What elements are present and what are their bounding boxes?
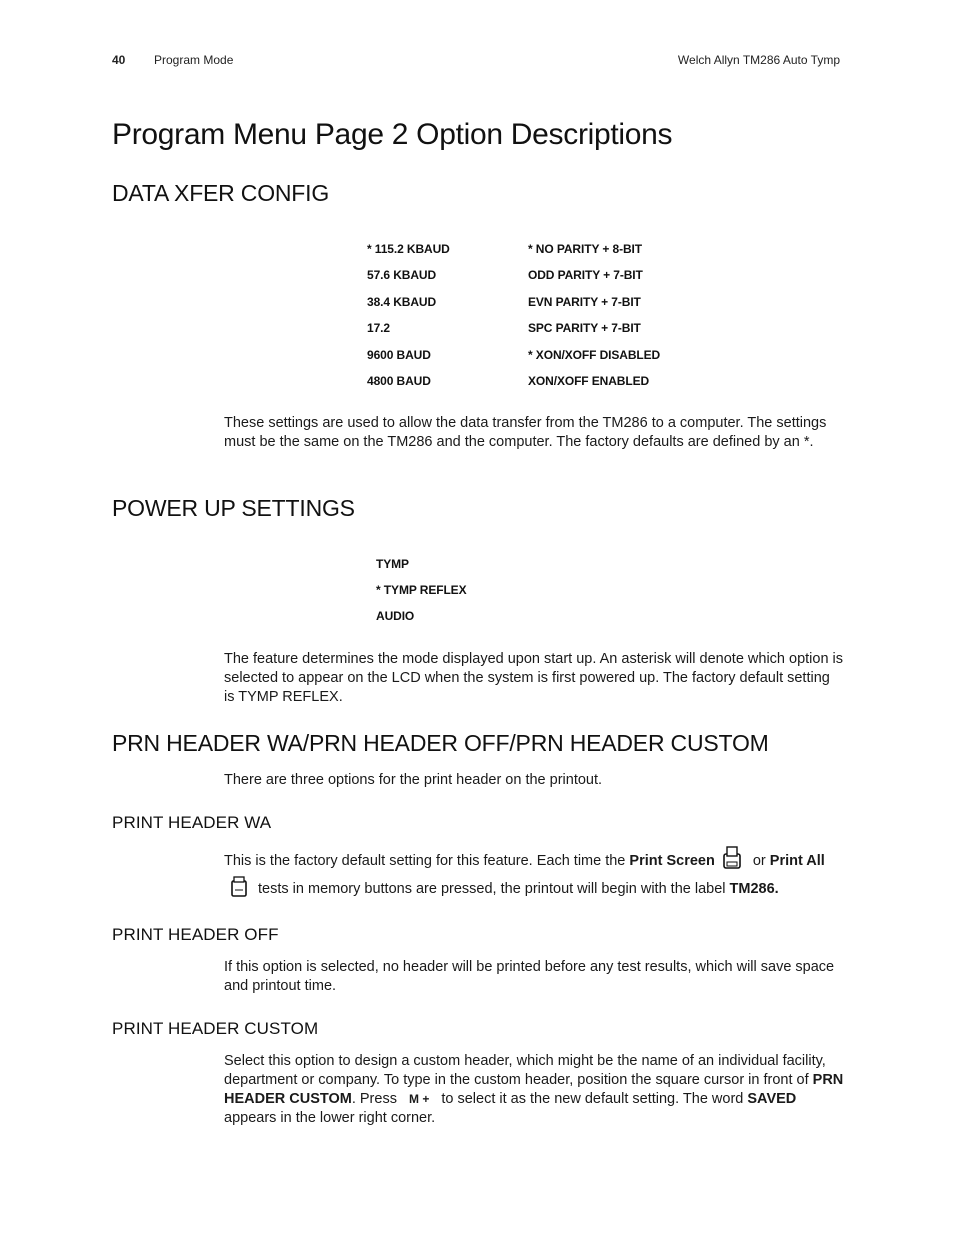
section-heading-data-xfer: DATA XFER CONFIG [112,180,330,206]
print-screen-label: Print Screen [629,853,715,869]
option-parity: EVN PARITY + 7-BIT [528,295,641,309]
page-number: 40 [112,53,126,67]
print-screen-icon [721,846,743,876]
print-header-custom-text [224,1052,844,1128]
subheading-print-header-off: PRINT HEADER OFF [112,925,279,944]
data-xfer-description: These settings are used to allow the data transfer from the TM286 to a computer. The settings must be the same on the TM286 and the computer. The factory defaults are defined by an *. [224,415,827,450]
option-flow-control: XON/XOFF ENABLED [528,374,650,388]
page-title: Program Menu Page 2 Option Descriptions [112,118,673,151]
option-power-up: * TYMP REFLEX [376,583,467,597]
text-run: appears in the lower right corner. [224,1110,436,1126]
option-baud: 4800 BAUD [367,374,431,388]
text-run: or [748,853,770,869]
running-product-title: Welch Allyn TM286 Auto Tymp [677,53,840,67]
option-parity: * NO PARITY + 8-BIT [528,242,643,256]
option-baud: 17.2 [367,321,390,335]
section-heading-prn-header: PRN HEADER WA/PRN HEADER OFF/PRN HEADER CUSTOM [112,730,769,756]
running-section-title: Program Mode [154,53,234,67]
section-heading-power-up: POWER UP SETTINGS [112,495,355,521]
option-parity: SPC PARITY + 7-BIT [528,321,641,335]
print-header-off-text: If this option is selected, no header will be printed before any test results, which will save space and printout time. [224,959,835,994]
option-flow-control: * XON/XOFF DISABLED [528,348,661,362]
text-run: to select it as the new default setting. The word [437,1091,748,1107]
text-run: This is the factory default setting for this feature. Each time the [224,853,630,869]
subheading-print-header-custom: PRINT HEADER CUSTOM [112,1019,319,1038]
tm286-label: TM286. [729,881,779,897]
option-baud: 57.6 KBAUD [367,268,437,282]
option-baud: 38.4 KBAUD [367,295,437,309]
subheading-print-header-wa: PRINT HEADER WA [112,813,272,832]
prn-header-custom-label: PRN HEADER CUSTOM [224,1072,844,1107]
print-all-icon [230,876,248,904]
print-header-wa-text [224,846,844,904]
text-run: . Press [351,1091,401,1107]
option-baud: * 115.2 KBAUD [367,242,450,256]
prn-header-intro: There are three options for the print header on the printout. [224,772,603,788]
text-run: Select this option to design a custom header, which might be the name of an individual facility, department or company. To type in the custom header, position the square cursor in front of [224,1053,826,1088]
text-run: tests in memory buttons are pressed, the printout will begin with the label [254,881,730,897]
option-power-up: AUDIO [376,609,415,623]
option-parity: ODD PARITY + 7-BIT [528,268,643,282]
power-up-description: The feature determines the mode displayed upon start up. An asterisk will denote which option is selected to appear on the LCD when the system is first powered up. The factory default setting is TYMP REFLEX. [224,651,844,705]
print-all-label: Print All [769,853,825,869]
saved-label: SAVED [747,1091,797,1107]
option-baud: 9600 BAUD [367,348,431,362]
option-power-up: TYMP [376,557,409,571]
m-plus-key: M + [408,1092,430,1106]
